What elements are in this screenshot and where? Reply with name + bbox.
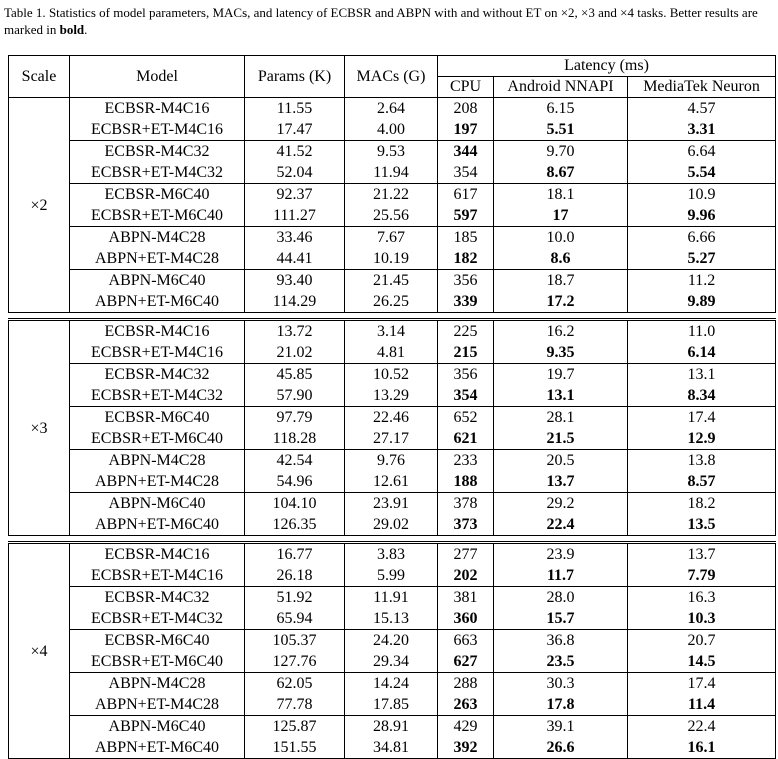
neuron-cell: 6.64 xyxy=(628,141,776,163)
table-row xyxy=(9,471,776,493)
table-row xyxy=(9,450,776,472)
params-cell: 57.90 xyxy=(245,385,345,407)
nnapi-cell: 28.0 xyxy=(494,587,628,609)
params-cell: 13.72 xyxy=(245,320,345,343)
nnapi-cell: 6.15 xyxy=(494,98,628,120)
macs-cell: 12.61 xyxy=(345,471,438,493)
cpu-cell: 188 xyxy=(438,471,494,493)
cpu-cell: 392 xyxy=(438,737,494,759)
params-cell: 97.79 xyxy=(245,407,345,429)
table-row xyxy=(9,162,776,184)
neuron-cell: 6.66 xyxy=(628,227,776,249)
params-cell: 54.96 xyxy=(245,471,345,493)
nnapi-cell: 5.51 xyxy=(494,119,628,141)
nnapi-cell: 28.1 xyxy=(494,407,628,429)
cpu-cell: 354 xyxy=(438,385,494,407)
nnapi-cell: 13.1 xyxy=(494,385,628,407)
nnapi-cell: 17.2 xyxy=(494,291,628,313)
cpu-cell: 202 xyxy=(438,565,494,587)
cpu-cell: 373 xyxy=(438,514,494,536)
macs-cell: 21.22 xyxy=(345,184,438,206)
model-cell: ABPN+ET-M4C28 xyxy=(70,694,245,716)
cpu-cell: 378 xyxy=(438,493,494,515)
table-row xyxy=(9,248,776,270)
macs-cell: 11.91 xyxy=(345,587,438,609)
neuron-cell: 9.96 xyxy=(628,205,776,227)
table-row xyxy=(9,565,776,587)
neuron-cell: 17.4 xyxy=(628,407,776,429)
table-row xyxy=(9,493,776,515)
neuron-cell: 12.9 xyxy=(628,428,776,450)
macs-cell: 27.17 xyxy=(345,428,438,450)
neuron-cell: 13.8 xyxy=(628,450,776,472)
params-cell: 104.10 xyxy=(245,493,345,515)
nnapi-cell: 26.6 xyxy=(494,737,628,759)
model-cell: ECBSR-M4C16 xyxy=(70,543,245,566)
params-cell: 127.76 xyxy=(245,651,345,673)
cpu-cell: 215 xyxy=(438,342,494,364)
macs-cell: 5.99 xyxy=(345,565,438,587)
table-row xyxy=(9,587,776,609)
neuron-cell: 7.79 xyxy=(628,565,776,587)
params-cell: 151.55 xyxy=(245,737,345,759)
header-latency: Latency (ms) xyxy=(438,56,776,77)
model-cell: ECBSR+ET-M4C32 xyxy=(70,162,245,184)
model-cell: ECBSR+ET-M4C16 xyxy=(70,342,245,364)
params-cell: 118.28 xyxy=(245,428,345,450)
nnapi-cell: 8.67 xyxy=(494,162,628,184)
nnapi-cell: 10.0 xyxy=(494,227,628,249)
caption-label: Table 1. xyxy=(4,5,46,20)
neuron-cell: 5.27 xyxy=(628,248,776,270)
table-row xyxy=(9,320,776,343)
params-cell: 45.85 xyxy=(245,364,345,386)
table-row xyxy=(9,514,776,536)
macs-cell: 26.25 xyxy=(345,291,438,313)
model-cell: ABPN+ET-M6C40 xyxy=(70,291,245,313)
params-cell: 41.52 xyxy=(245,141,345,163)
params-cell: 42.54 xyxy=(245,450,345,472)
table-row xyxy=(9,227,776,249)
cpu-cell: 429 xyxy=(438,716,494,738)
model-cell: ABPN+ET-M6C40 xyxy=(70,514,245,536)
cpu-cell: 360 xyxy=(438,608,494,630)
macs-cell: 15.13 xyxy=(345,608,438,630)
params-cell: 26.18 xyxy=(245,565,345,587)
table-row xyxy=(9,716,776,738)
header-nnapi: Android NNAPI xyxy=(494,77,628,98)
caption-text: Statistics of model parameters, MACs, and latency of ECBSR and ABPN with and without ET on ×2, ×3 and ×4 tasks. Better results are marked in xyxy=(4,5,758,37)
neuron-cell: 17.4 xyxy=(628,673,776,695)
cpu-cell: 225 xyxy=(438,320,494,343)
nnapi-cell: 22.4 xyxy=(494,514,628,536)
macs-cell: 21.45 xyxy=(345,270,438,292)
macs-cell: 10.52 xyxy=(345,364,438,386)
macs-cell: 3.83 xyxy=(345,543,438,566)
macs-cell: 9.53 xyxy=(345,141,438,163)
macs-cell: 4.81 xyxy=(345,342,438,364)
nnapi-cell: 19.7 xyxy=(494,364,628,386)
macs-cell: 11.94 xyxy=(345,162,438,184)
nnapi-cell: 29.2 xyxy=(494,493,628,515)
model-cell: ECBSR-M4C32 xyxy=(70,141,245,163)
nnapi-cell: 9.35 xyxy=(494,342,628,364)
model-cell: ECBSR+ET-M6C40 xyxy=(70,651,245,673)
neuron-cell: 3.31 xyxy=(628,119,776,141)
table-row xyxy=(9,291,776,313)
params-cell: 11.55 xyxy=(245,98,345,120)
nnapi-cell: 23.9 xyxy=(494,543,628,566)
header-model: Model xyxy=(70,56,245,98)
model-cell: ABPN-M4C28 xyxy=(70,673,245,695)
header-scale: Scale xyxy=(9,56,70,98)
neuron-cell: 13.7 xyxy=(628,543,776,566)
neuron-cell: 11.2 xyxy=(628,270,776,292)
neuron-cell: 16.1 xyxy=(628,737,776,759)
table-row xyxy=(9,673,776,695)
params-cell: 111.27 xyxy=(245,205,345,227)
macs-cell: 13.29 xyxy=(345,385,438,407)
header-neuron: MediaTek Neuron xyxy=(628,77,776,98)
nnapi-cell: 17.8 xyxy=(494,694,628,716)
cpu-cell: 663 xyxy=(438,630,494,652)
table-row xyxy=(9,737,776,759)
model-cell: ABPN+ET-M4C28 xyxy=(70,248,245,270)
cpu-cell: 381 xyxy=(438,587,494,609)
model-cell: ABPN-M6C40 xyxy=(70,270,245,292)
cpu-cell: 652 xyxy=(438,407,494,429)
params-cell: 51.92 xyxy=(245,587,345,609)
caption-bold-word: bold xyxy=(59,22,85,37)
cpu-cell: 185 xyxy=(438,227,494,249)
macs-cell: 4.00 xyxy=(345,119,438,141)
cpu-cell: 288 xyxy=(438,673,494,695)
neuron-cell: 16.3 xyxy=(628,587,776,609)
params-cell: 125.87 xyxy=(245,716,345,738)
model-cell: ECBSR+ET-M4C32 xyxy=(70,608,245,630)
model-cell: ABPN-M6C40 xyxy=(70,716,245,738)
scale-cell: ×3 xyxy=(9,320,70,536)
neuron-cell: 14.5 xyxy=(628,651,776,673)
macs-cell: 10.19 xyxy=(345,248,438,270)
model-cell: ECBSR-M6C40 xyxy=(70,630,245,652)
nnapi-cell: 8.6 xyxy=(494,248,628,270)
model-cell: ECBSR+ET-M4C16 xyxy=(70,119,245,141)
params-cell: 93.40 xyxy=(245,270,345,292)
nnapi-cell: 39.1 xyxy=(494,716,628,738)
params-cell: 62.05 xyxy=(245,673,345,695)
table-row xyxy=(9,651,776,673)
model-cell: ECBSR+ET-M4C32 xyxy=(70,385,245,407)
cpu-cell: 277 xyxy=(438,543,494,566)
nnapi-cell: 18.7 xyxy=(494,270,628,292)
table-row xyxy=(9,98,776,120)
macs-cell: 3.14 xyxy=(345,320,438,343)
nnapi-cell: 11.7 xyxy=(494,565,628,587)
scale-cell: ×2 xyxy=(9,98,70,313)
nnapi-cell: 30.3 xyxy=(494,673,628,695)
macs-cell: 7.67 xyxy=(345,227,438,249)
cpu-cell: 197 xyxy=(438,119,494,141)
model-cell: ECBSR+ET-M6C40 xyxy=(70,428,245,450)
macs-cell: 34.81 xyxy=(345,737,438,759)
cpu-cell: 627 xyxy=(438,651,494,673)
cpu-cell: 208 xyxy=(438,98,494,120)
neuron-cell: 11.0 xyxy=(628,320,776,343)
header-cpu: CPU xyxy=(438,77,494,98)
table-row xyxy=(9,342,776,364)
table-row xyxy=(9,184,776,206)
macs-cell: 14.24 xyxy=(345,673,438,695)
cpu-cell: 356 xyxy=(438,270,494,292)
nnapi-cell: 16.2 xyxy=(494,320,628,343)
table-row xyxy=(9,141,776,163)
nnapi-cell: 15.7 xyxy=(494,608,628,630)
table-row xyxy=(9,385,776,407)
table-row xyxy=(9,543,776,566)
cpu-cell: 344 xyxy=(438,141,494,163)
group-gap xyxy=(9,313,776,320)
cpu-cell: 339 xyxy=(438,291,494,313)
cpu-cell: 354 xyxy=(438,162,494,184)
nnapi-cell: 36.8 xyxy=(494,630,628,652)
table-row xyxy=(9,608,776,630)
neuron-cell: 8.57 xyxy=(628,471,776,493)
model-cell: ECBSR-M6C40 xyxy=(70,184,245,206)
group-gap xyxy=(9,536,776,543)
params-cell: 105.37 xyxy=(245,630,345,652)
macs-cell: 22.46 xyxy=(345,407,438,429)
table-row xyxy=(9,119,776,141)
macs-cell: 2.64 xyxy=(345,98,438,120)
params-cell: 77.78 xyxy=(245,694,345,716)
nnapi-cell: 13.7 xyxy=(494,471,628,493)
model-cell: ABPN+ET-M4C28 xyxy=(70,471,245,493)
params-cell: 52.04 xyxy=(245,162,345,184)
nnapi-cell: 18.1 xyxy=(494,184,628,206)
table-row xyxy=(9,694,776,716)
params-cell: 114.29 xyxy=(245,291,345,313)
macs-cell: 29.02 xyxy=(345,514,438,536)
model-cell: ABPN-M4C28 xyxy=(70,450,245,472)
model-cell: ECBSR-M6C40 xyxy=(70,407,245,429)
macs-cell: 28.91 xyxy=(345,716,438,738)
table-row xyxy=(9,407,776,429)
params-cell: 21.02 xyxy=(245,342,345,364)
neuron-cell: 8.34 xyxy=(628,385,776,407)
model-cell: ECBSR-M4C32 xyxy=(70,587,245,609)
statistics-table xyxy=(8,55,776,759)
model-cell: ECBSR+ET-M4C16 xyxy=(70,565,245,587)
params-cell: 44.41 xyxy=(245,248,345,270)
cpu-cell: 356 xyxy=(438,364,494,386)
nnapi-cell: 9.70 xyxy=(494,141,628,163)
table-row xyxy=(9,630,776,652)
model-cell: ECBSR-M4C16 xyxy=(70,320,245,343)
neuron-cell: 10.9 xyxy=(628,184,776,206)
cpu-cell: 617 xyxy=(438,184,494,206)
neuron-cell: 18.2 xyxy=(628,493,776,515)
macs-cell: 17.85 xyxy=(345,694,438,716)
nnapi-cell: 17 xyxy=(494,205,628,227)
model-cell: ECBSR-M4C16 xyxy=(70,98,245,120)
table-row xyxy=(9,270,776,292)
nnapi-cell: 20.5 xyxy=(494,450,628,472)
neuron-cell: 9.89 xyxy=(628,291,776,313)
neuron-cell: 5.54 xyxy=(628,162,776,184)
params-cell: 126.35 xyxy=(245,514,345,536)
cpu-cell: 182 xyxy=(438,248,494,270)
neuron-cell: 10.3 xyxy=(628,608,776,630)
table-row xyxy=(9,364,776,386)
caption-end: . xyxy=(84,22,88,37)
header-params: Params (K) xyxy=(245,56,345,98)
neuron-cell: 20.7 xyxy=(628,630,776,652)
nnapi-cell: 23.5 xyxy=(494,651,628,673)
model-cell: ECBSR+ET-M6C40 xyxy=(70,205,245,227)
table-row xyxy=(9,205,776,227)
neuron-cell: 11.4 xyxy=(628,694,776,716)
model-cell: ABPN-M6C40 xyxy=(70,493,245,515)
params-cell: 33.46 xyxy=(245,227,345,249)
neuron-cell: 13.1 xyxy=(628,364,776,386)
macs-cell: 29.34 xyxy=(345,651,438,673)
model-cell: ECBSR-M4C32 xyxy=(70,364,245,386)
params-cell: 16.77 xyxy=(245,543,345,566)
neuron-cell: 22.4 xyxy=(628,716,776,738)
model-cell: ABPN+ET-M6C40 xyxy=(70,737,245,759)
params-cell: 65.94 xyxy=(245,608,345,630)
table-caption xyxy=(4,4,774,38)
macs-cell: 24.20 xyxy=(345,630,438,652)
nnapi-cell: 21.5 xyxy=(494,428,628,450)
cpu-cell: 621 xyxy=(438,428,494,450)
model-cell: ABPN-M4C28 xyxy=(70,227,245,249)
neuron-cell: 6.14 xyxy=(628,342,776,364)
table-body xyxy=(9,98,776,759)
scale-cell: ×4 xyxy=(9,543,70,759)
macs-cell: 23.91 xyxy=(345,493,438,515)
cpu-cell: 263 xyxy=(438,694,494,716)
macs-cell: 9.76 xyxy=(345,450,438,472)
header-macs: MACs (G) xyxy=(345,56,438,98)
cpu-cell: 233 xyxy=(438,450,494,472)
neuron-cell: 4.57 xyxy=(628,98,776,120)
neuron-cell: 13.5 xyxy=(628,514,776,536)
params-cell: 17.47 xyxy=(245,119,345,141)
table-row xyxy=(9,428,776,450)
macs-cell: 25.56 xyxy=(345,205,438,227)
params-cell: 92.37 xyxy=(245,184,345,206)
cpu-cell: 597 xyxy=(438,205,494,227)
